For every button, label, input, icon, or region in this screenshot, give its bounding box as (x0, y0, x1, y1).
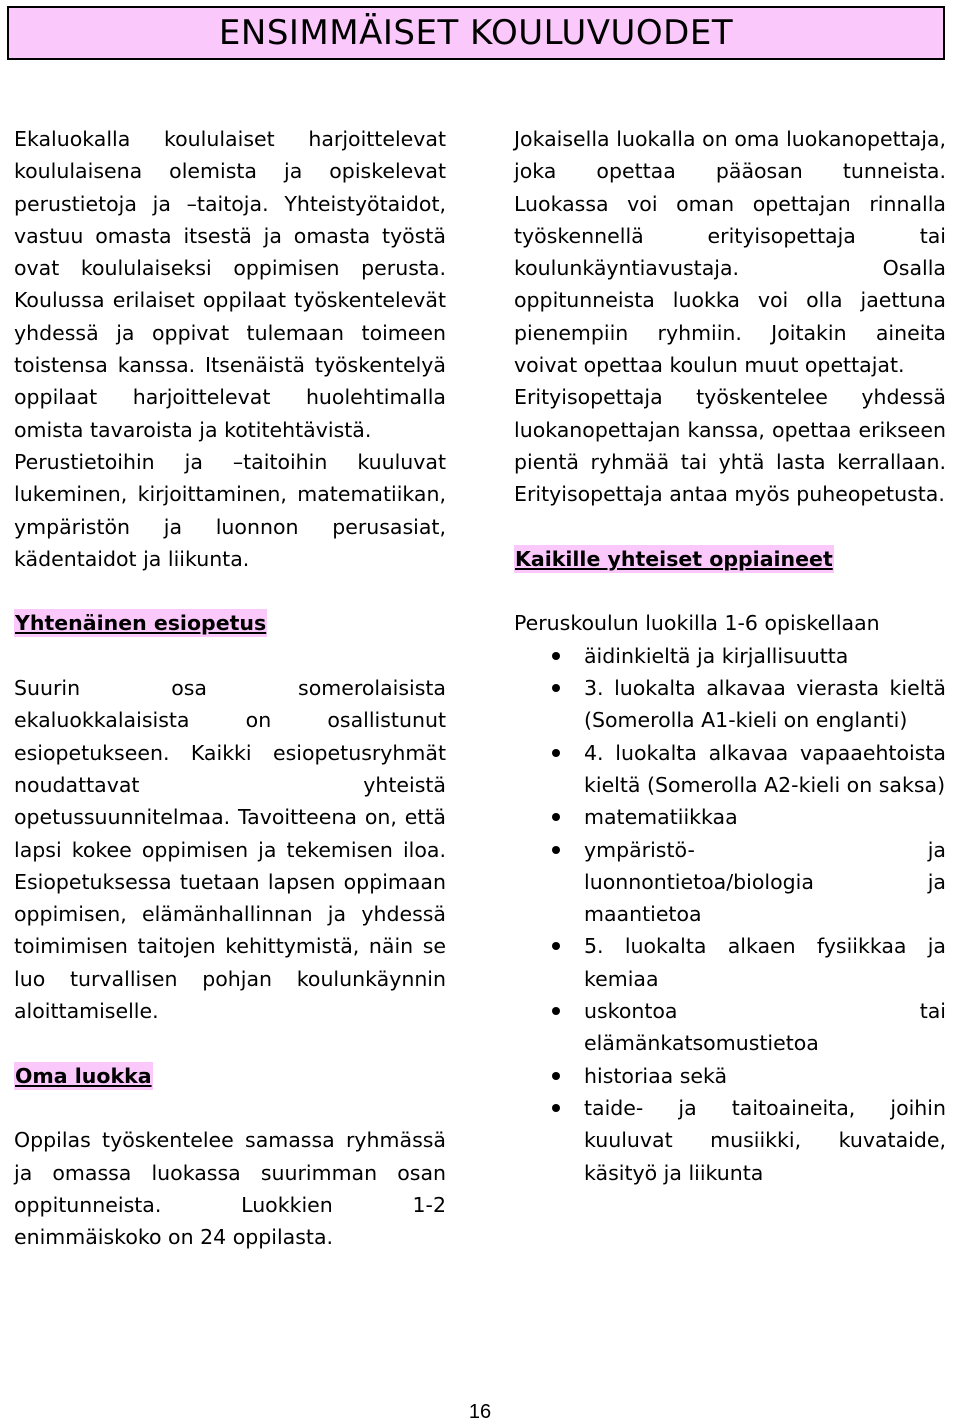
subjects-intro: Peruskoulun luokilla 1-6 opiskellaan (514, 611, 880, 636)
list-item-text: 3. luokalta alkavaa vierasta kieltä (Somerolla A1-kieli on englanti) (584, 676, 946, 733)
bullet-icon (552, 942, 560, 950)
bullet-icon (552, 749, 560, 757)
left-column (14, 123, 446, 1253)
intro-paragraph-2: Perustietoihin ja –taitoihin kuuluvat lukeminen, kirjoittaminen, matematiikan, ympäristön ja luonnon perusasiat, kädentaidot ja liikunta. (14, 449, 446, 571)
bullet-icon (552, 1072, 560, 1080)
list-item (514, 834, 946, 931)
list-item (514, 1092, 946, 1189)
section-heading-subjects-wrap (514, 543, 946, 575)
list-item (514, 1060, 946, 1092)
list-item-text: 4. luokalta alkavaa vapaaehtoista kieltä (Somerolla A2-kieli on saksa) (584, 740, 946, 797)
page-title: ENSIMMÄISET KOULUVUODET (218, 13, 734, 53)
right-column (514, 123, 946, 1189)
list-item-text: uskontoa tai elämänkatsomustietoa (584, 999, 946, 1056)
bullet-icon (552, 846, 560, 854)
section-heading-esiopetus: Yhtenäinen esiopetus (15, 611, 267, 636)
list-item (514, 737, 946, 802)
list-item-text: taide- ja taitoaineita, joihin kuuluvat musiikki, kuvataide, käsityö ja liikunta (584, 1095, 946, 1185)
bullet-icon (552, 652, 560, 660)
list-item (514, 995, 946, 1060)
special-teacher-paragraph: Erityisopettaja työskentelee yhdessä luokanopettajan kanssa, opettaa erikseen pientä ryhmää tai yhtä lasta kerrallaan. Erityisopettaja antaa myös puheopetusta. (514, 385, 946, 507)
list-item-text: matematiikkaa (584, 805, 738, 830)
teacher-paragraph: Jokaisella luokalla on oma luokanopettaja, joka opettaa pääosan tunneista. Luokassa voi oman opettajan rinnalla työskennellä erityisopettaja tai koulunkäyntiavustaja. Osalla oppitunneista luokka voi olla jaettuna pienempiin ryhmiin. Joitakin aineita voivat opettaa koulun muut opettajat. (514, 127, 946, 378)
esiopetus-paragraph: Suurin osa somerolaisista ekaluokkalaisista on osallistunut esiopetukseen. Kaikki esiopetusryhmät noudattavat yhteistä opetussuunnitelmaa. Tavoitteena on, että lapsi kokee oppimisen ja tekemisen iloa. Esiopetuksessa tuetaan lapsen oppimaan oppimisen, elämänhallinnan ja yhdessä toimimisen taitojen kehittymistä, näin se luo turvallisen pohjan koulunkäynnin aloittamiselle. (14, 676, 446, 1024)
bullet-icon (552, 684, 560, 692)
oma-luokka-paragraph: Oppilas työskentelee samassa ryhmässä ja omassa luokassa suurimman osan oppitunneista. Luokkien 1-2 enimmäiskoko on 24 oppilasta. (14, 1128, 446, 1250)
section-heading-oma-luokka: Oma luokka (15, 1063, 152, 1088)
list-item-text: historiaa sekä (584, 1063, 728, 1088)
list-item-text: ympäristö- ja luonnontietoa/biologia ja maantietoa (584, 837, 946, 927)
intro-paragraph-1: Ekaluokalla koululaiset harjoittelevat koululaisena olemista ja opiskelevat perustietoja ja –taitoja. Yhteistyötaidot, vastuu omasta itsestä ja omasta työstä ovat koululaiseksi oppimisen perusta. Koulussa erilaiset oppilaat työskentelevät yhdessä ja oppivat tulemaan toimeen toistensa kanssa. Itsenäistä työskentelyä oppilaat harjoittelevat huolehtimalla omista tavaroista ja kotitehtävistä. (14, 127, 446, 442)
section-heading-subjects: Kaikille yhteiset oppiaineet (515, 546, 833, 571)
section-heading-esiopetus-wrap (14, 607, 446, 639)
bullet-icon (552, 813, 560, 821)
list-item (514, 672, 946, 737)
list-item-text: äidinkieltä ja kirjallisuutta (584, 643, 849, 668)
subject-list (514, 640, 946, 1189)
bullet-icon (552, 1007, 560, 1015)
section-heading-oma-luokka-wrap (14, 1060, 446, 1092)
list-item (514, 930, 946, 995)
list-item-text: 5. luokalta alkaen fysiikkaa ja kemiaa (584, 934, 946, 991)
bullet-icon (552, 1104, 560, 1112)
page-number: 16 (468, 1401, 492, 1423)
list-item (514, 640, 946, 672)
title-banner (7, 6, 945, 60)
list-item (514, 801, 946, 833)
